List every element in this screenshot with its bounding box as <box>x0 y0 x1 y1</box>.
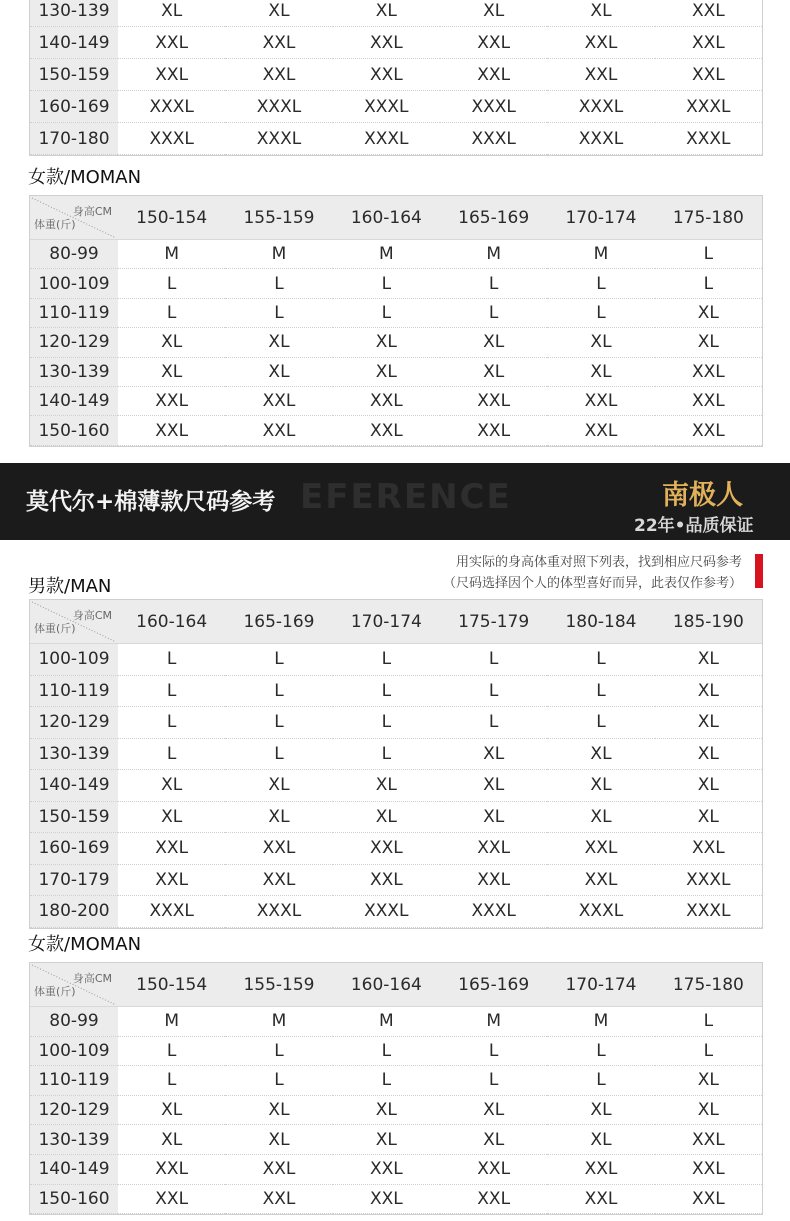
height-axis-label: 身高CM <box>72 972 112 985</box>
height-column-header: 165-169 <box>440 196 547 240</box>
size-cell: XXL <box>333 865 440 897</box>
size-cell: XL <box>547 802 654 834</box>
weight-row-header: 120-129 <box>30 328 118 357</box>
weight-row-header: 140-149 <box>30 27 118 59</box>
size-cell: XL <box>547 328 654 357</box>
size-cell: XL <box>333 770 440 802</box>
size-cell: XXXL <box>547 91 654 123</box>
size-cell: XXL <box>655 59 762 91</box>
size-cell: XXL <box>118 59 225 91</box>
weight-row-header: 150-160 <box>30 416 118 445</box>
weight-row-header: 140-149 <box>30 387 118 416</box>
size-cell: L <box>440 269 547 298</box>
size-cell: XL <box>440 1096 547 1126</box>
height-axis-label: 身高CM <box>72 205 112 218</box>
size-cell: XXXL <box>547 123 654 155</box>
height-column-header: 160-164 <box>333 196 440 240</box>
size-cell: XL <box>655 802 762 834</box>
size-cell: L <box>118 1037 225 1067</box>
size-cell: XL <box>118 328 225 357</box>
size-cell: M <box>225 1007 332 1037</box>
size-cell: XL <box>440 802 547 834</box>
height-column-header: 175-179 <box>440 600 547 644</box>
size-cell: L <box>547 1066 654 1096</box>
height-column-header: 185-190 <box>655 600 762 644</box>
size-cell: L <box>333 676 440 708</box>
size-cell: XXL <box>655 27 762 59</box>
size-cell: XXL <box>225 1155 332 1185</box>
size-cell: XL <box>118 770 225 802</box>
size-cell: XXL <box>440 27 547 59</box>
size-cell: XXL <box>225 1185 332 1215</box>
size-cell: XL <box>655 328 762 357</box>
size-cell: XXL <box>440 387 547 416</box>
size-cell: XXL <box>333 59 440 91</box>
size-cell: XL <box>547 1096 654 1126</box>
size-cell: XXL <box>333 833 440 865</box>
brand-logo-text: 南极人 <box>662 480 743 511</box>
size-cell: L <box>333 1037 440 1067</box>
instruction-note: 用实际的身高体重对照下列表，找到相应尺码参考 <box>455 555 742 570</box>
height-column-header: 150-154 <box>118 963 225 1007</box>
size-cell: XXL <box>547 1155 654 1185</box>
size-cell: L <box>333 644 440 676</box>
size-cell: XXL <box>655 1125 762 1155</box>
size-cell: L <box>440 676 547 708</box>
size-cell: M <box>333 1007 440 1037</box>
height-column-header: 170-174 <box>547 963 654 1007</box>
size-cell: L <box>118 644 225 676</box>
size-cell: L <box>118 299 225 328</box>
size-cell: L <box>225 707 332 739</box>
size-cell: L <box>225 1037 332 1067</box>
size-cell: L <box>225 269 332 298</box>
disclaimer-note: （尺码选择因个人的体型喜好而异，此表仅作参考） <box>442 576 742 591</box>
size-cell: L <box>118 1066 225 1096</box>
size-cell: XXL <box>440 833 547 865</box>
size-cell: XXXL <box>225 896 332 928</box>
size-cell: XL <box>547 770 654 802</box>
size-cell: XL <box>225 358 332 387</box>
size-cell: XXL <box>655 387 762 416</box>
size-cell: XXL <box>440 416 547 445</box>
size-cell: XXXL <box>440 123 547 155</box>
size-cell: XL <box>655 1096 762 1126</box>
weight-row-header: 120-129 <box>30 1096 118 1126</box>
size-cell: XL <box>440 358 547 387</box>
size-cell: XXL <box>655 0 762 27</box>
size-cell: L <box>655 1007 762 1037</box>
size-cell: XL <box>333 1096 440 1126</box>
women-section-label: 女款/MOMAN <box>28 167 142 188</box>
weight-row-header: 100-109 <box>30 269 118 298</box>
height-column-header: 175-180 <box>655 963 762 1007</box>
weight-row-header: 110-119 <box>30 299 118 328</box>
size-cell: XXL <box>118 1185 225 1215</box>
size-cell: L <box>655 269 762 298</box>
men-size-table <box>29 599 763 929</box>
size-cell: L <box>547 1037 654 1067</box>
size-cell: XXXL <box>440 896 547 928</box>
size-cell: XL <box>118 1096 225 1126</box>
weight-axis-label: 体重(斤) <box>34 622 76 635</box>
size-cell: XXL <box>333 1155 440 1185</box>
height-axis-label: 身高CM <box>72 609 112 622</box>
size-cell: L <box>225 299 332 328</box>
weight-row-header: 160-169 <box>30 91 118 123</box>
size-cell: XXL <box>118 865 225 897</box>
size-cell: L <box>225 739 332 771</box>
size-cell: L <box>118 269 225 298</box>
weight-row-header: 150-159 <box>30 59 118 91</box>
size-cell: XXL <box>333 387 440 416</box>
size-cell: L <box>440 1037 547 1067</box>
weight-row-header: 130-139 <box>30 358 118 387</box>
size-cell: XXL <box>225 27 332 59</box>
weight-row-header: 140-149 <box>30 1155 118 1185</box>
size-cell: XXL <box>225 833 332 865</box>
size-cell: L <box>547 299 654 328</box>
size-cell: L <box>547 676 654 708</box>
size-cell: XL <box>225 802 332 834</box>
size-cell: XL <box>333 802 440 834</box>
size-cell: XXL <box>655 1185 762 1215</box>
size-cell: XXL <box>225 387 332 416</box>
size-cell: XL <box>118 802 225 834</box>
women-size-table-2 <box>29 962 763 1215</box>
men-section-label: 男款/MAN <box>28 576 112 597</box>
size-cell: XL <box>440 0 547 27</box>
size-cell: M <box>440 1007 547 1037</box>
size-cell: L <box>440 299 547 328</box>
size-cell: XL <box>440 770 547 802</box>
women-section-label-2: 女款/MOMAN <box>28 934 142 955</box>
size-cell: XXL <box>655 1155 762 1185</box>
size-cell: XXXL <box>225 91 332 123</box>
size-cell: XXXL <box>655 896 762 928</box>
weight-row-header: 140-149 <box>30 770 118 802</box>
weight-row-header: 110-119 <box>30 1066 118 1096</box>
size-table-top <box>29 0 763 156</box>
size-cell: L <box>118 676 225 708</box>
size-cell: L <box>655 1037 762 1067</box>
weight-row-header: 100-109 <box>30 1037 118 1067</box>
size-cell: XXL <box>225 865 332 897</box>
size-cell: XXL <box>440 865 547 897</box>
weight-row-header: 130-139 <box>30 0 118 27</box>
height-column-header: 165-169 <box>440 963 547 1007</box>
table-corner-header <box>30 196 118 240</box>
size-cell: XXXL <box>440 91 547 123</box>
size-cell: XXL <box>440 59 547 91</box>
size-cell: XL <box>118 1125 225 1155</box>
size-cell: XL <box>440 739 547 771</box>
weight-row-header: 150-160 <box>30 1185 118 1215</box>
weight-axis-label: 体重(斤) <box>34 218 76 231</box>
size-cell: XL <box>655 299 762 328</box>
women-size-table <box>29 195 763 447</box>
size-cell: L <box>547 269 654 298</box>
table-corner-header <box>30 600 118 644</box>
size-cell: L <box>118 707 225 739</box>
height-column-header: 180-184 <box>547 600 654 644</box>
size-cell: XL <box>547 0 654 27</box>
size-cell: M <box>333 240 440 269</box>
size-cell: L <box>333 739 440 771</box>
size-cell: XXXL <box>118 896 225 928</box>
size-cell: XL <box>655 644 762 676</box>
height-column-header: 170-174 <box>547 196 654 240</box>
size-cell: XXL <box>547 1185 654 1215</box>
size-cell: XXXL <box>333 91 440 123</box>
size-cell: XL <box>225 1125 332 1155</box>
size-cell: XL <box>225 0 332 27</box>
weight-row-header: 130-139 <box>30 1125 118 1155</box>
weight-row-header: 170-179 <box>30 865 118 897</box>
size-cell: XL <box>655 707 762 739</box>
size-cell: L <box>440 1066 547 1096</box>
size-cell: XXL <box>118 833 225 865</box>
size-cell: XL <box>333 358 440 387</box>
weight-row-header: 130-139 <box>30 739 118 771</box>
size-cell: XXL <box>547 833 654 865</box>
size-cell: XXL <box>225 416 332 445</box>
size-cell: XXL <box>118 1155 225 1185</box>
size-cell: XXL <box>440 1185 547 1215</box>
height-column-header: 155-159 <box>225 196 332 240</box>
section-banner <box>0 463 790 540</box>
height-column-header: 165-169 <box>225 600 332 644</box>
height-column-header: 175-180 <box>655 196 762 240</box>
height-column-header: 160-164 <box>333 963 440 1007</box>
size-cell: XL <box>655 739 762 771</box>
size-cell: L <box>333 299 440 328</box>
size-cell: XXL <box>547 416 654 445</box>
size-cell: L <box>333 707 440 739</box>
size-cell: XXL <box>333 416 440 445</box>
weight-row-header: 160-169 <box>30 833 118 865</box>
size-cell: XL <box>440 1125 547 1155</box>
brand-slogan: 22年•品质保证 <box>634 516 754 536</box>
weight-axis-label: 体重(斤) <box>34 985 76 998</box>
size-cell: L <box>225 644 332 676</box>
size-cell: XXL <box>547 387 654 416</box>
size-cell: XL <box>333 0 440 27</box>
weight-row-header: 110-119 <box>30 676 118 708</box>
banner-title: 莫代尔+棉薄款尺码参考 <box>26 489 276 515</box>
size-cell: XXL <box>547 865 654 897</box>
size-cell: XXL <box>440 1155 547 1185</box>
size-cell: XXL <box>655 416 762 445</box>
size-cell: L <box>655 240 762 269</box>
size-cell: XXXL <box>655 123 762 155</box>
size-cell: XXXL <box>333 896 440 928</box>
height-column-header: 170-174 <box>333 600 440 644</box>
size-cell: XXL <box>655 833 762 865</box>
banner-watermark: EFERENCE <box>300 477 512 517</box>
size-cell: L <box>547 707 654 739</box>
size-cell: XL <box>655 1066 762 1096</box>
size-cell: XXXL <box>118 91 225 123</box>
size-cell: XXL <box>118 416 225 445</box>
size-cell: XL <box>440 328 547 357</box>
size-cell: L <box>440 644 547 676</box>
size-cell: M <box>225 240 332 269</box>
size-cell: L <box>333 269 440 298</box>
table-corner-header <box>30 963 118 1007</box>
weight-row-header: 80-99 <box>30 1007 118 1037</box>
size-cell: XL <box>655 770 762 802</box>
size-cell: XXL <box>333 27 440 59</box>
weight-row-header: 100-109 <box>30 644 118 676</box>
size-cell: L <box>225 1066 332 1096</box>
size-cell: XXL <box>333 1185 440 1215</box>
size-cell: XXXL <box>225 123 332 155</box>
weight-row-header: 80-99 <box>30 240 118 269</box>
size-cell: L <box>225 676 332 708</box>
size-cell: XL <box>547 358 654 387</box>
size-cell: M <box>440 240 547 269</box>
height-column-header: 160-164 <box>118 600 225 644</box>
size-cell: XL <box>225 770 332 802</box>
size-cell: L <box>118 739 225 771</box>
size-cell: XXXL <box>655 91 762 123</box>
size-cell: L <box>333 1066 440 1096</box>
size-cell: M <box>547 240 654 269</box>
size-cell: XXXL <box>333 123 440 155</box>
size-cell: M <box>547 1007 654 1037</box>
weight-row-header: 180-200 <box>30 896 118 928</box>
size-cell: XXL <box>547 59 654 91</box>
weight-row-header: 170-180 <box>30 123 118 155</box>
size-cell: XXL <box>547 27 654 59</box>
size-cell: XL <box>225 328 332 357</box>
size-cell: XXL <box>118 27 225 59</box>
height-column-header: 150-154 <box>118 196 225 240</box>
size-cell: M <box>118 1007 225 1037</box>
size-cell: L <box>547 644 654 676</box>
size-cell: M <box>118 240 225 269</box>
size-cell: XXL <box>655 358 762 387</box>
size-cell: XXXL <box>655 865 762 897</box>
size-cell: XL <box>333 1125 440 1155</box>
size-cell: XL <box>547 739 654 771</box>
accent-bar <box>755 554 763 588</box>
size-cell: XXXL <box>547 896 654 928</box>
size-cell: XL <box>333 328 440 357</box>
size-cell: XL <box>225 1096 332 1126</box>
size-cell: XL <box>655 676 762 708</box>
size-cell: XXXL <box>118 123 225 155</box>
weight-row-header: 150-159 <box>30 802 118 834</box>
size-cell: L <box>440 707 547 739</box>
size-cell: XL <box>118 358 225 387</box>
size-cell: XL <box>547 1125 654 1155</box>
height-column-header: 155-159 <box>225 963 332 1007</box>
size-cell: XXL <box>225 59 332 91</box>
size-cell: XL <box>118 0 225 27</box>
size-cell: XXL <box>118 387 225 416</box>
weight-row-header: 120-129 <box>30 707 118 739</box>
